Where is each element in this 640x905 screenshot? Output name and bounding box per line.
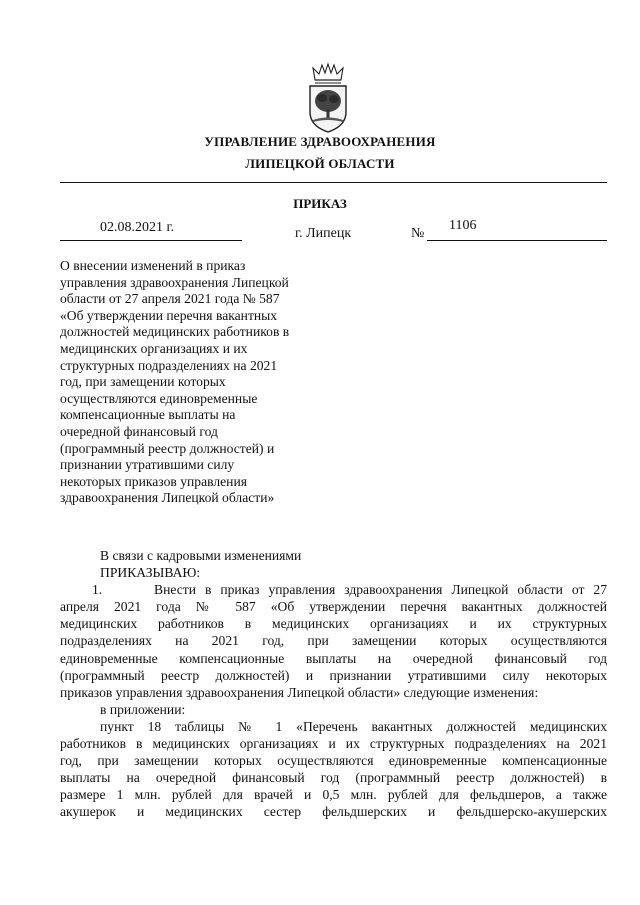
date-underline — [60, 240, 242, 241]
item-first-line — [60, 581, 607, 598]
point-first-line: пункт 18 таблицы № 1 «Перечень вакантных должностей медицинских — [100, 718, 607, 734]
prikazyvayu-line: ПРИКАЗЫВАЮ: — [100, 565, 201, 581]
point-line: выплаты на очередной финансовый год (программный реестр должностей) в — [60, 770, 607, 786]
item-last-line: приказов управления здравоохранения Липецкой области» следующие изменения: — [60, 684, 539, 700]
annex-line: в приложении: — [100, 701, 186, 717]
coat-of-arms-emblem — [303, 62, 353, 134]
item-line: медицинских работников в медицинских организациях и их структурных — [60, 616, 607, 632]
subject-line: здравоохранения Липецкой области» — [60, 490, 275, 506]
item-line: единовременные компенсационные выплаты на очередной финансовый год — [60, 650, 607, 666]
subject-line: области от 27 апреля 2021 года № 587 — [60, 291, 280, 307]
subject-line: медицинских организациях и их — [60, 340, 248, 356]
subject-line: некоторых приказов управления — [60, 473, 247, 489]
org-name-line2: ЛИПЕЦКОЙ ОБЛАСТИ — [245, 156, 395, 171]
subject-line: очередной финансовый год — [60, 423, 218, 439]
subject-line: год, при замещении которых — [60, 374, 226, 390]
point-line: размере 1 млн. рублей для врачей и 0,5 млн. рублей для фельдшеров, а также — [60, 787, 607, 803]
subject-line: (программный реестр должностей) и — [60, 440, 275, 456]
subject-line: О внесении изменений в приказ — [60, 258, 246, 273]
subject-line: «Об утверждении перечня вакантных — [60, 307, 278, 323]
subject-line: осуществляются единовременные — [60, 390, 258, 406]
item-number: 1. — [92, 582, 103, 598]
subject-line: компенсационные выплаты на — [60, 407, 236, 423]
subject-line: управления здравоохранения Липецкой — [60, 274, 289, 290]
item-line: (программный реестр должностей) и признании утратившими силу некоторых — [60, 667, 607, 683]
order-body — [60, 547, 607, 821]
item-line: подразделениях на 2021 год, при замещении которых осуществляются — [60, 633, 607, 649]
subject-line: признании утратившими силу — [60, 457, 235, 473]
number-sign: № — [411, 226, 425, 241]
item-line: апреля 2021 года № 587 «Об утверждении перечня вакантных должностей — [60, 599, 607, 615]
point-line: акушерок и медицинских сестер фельдшерских и фельдшерско-акушерских — [60, 804, 607, 820]
city-name: г. Липецк — [295, 226, 352, 241]
point-line: работников в медицинских организациях и их структурных подразделениях на 2021 — [60, 736, 607, 752]
order-date: 02.08.2021 г. — [100, 220, 175, 235]
point-line: год, при замещении которых осуществляются единовременные компенсационные — [60, 753, 607, 769]
intro-line: В связи с кадровыми изменениями — [100, 548, 302, 563]
item-first-text: Внести в приказ управления здравоохранения Липецкой области от 27 — [154, 582, 607, 598]
header-divider — [60, 182, 607, 183]
number-underline — [427, 240, 607, 241]
subject-line: должностей медицинских работников в — [60, 324, 290, 340]
order-number: 1106 — [449, 218, 477, 233]
subject-line: структурных подразделениях на 2021 — [60, 357, 278, 373]
order-subject — [60, 258, 320, 507]
org-name-line1: УПРАВЛЕНИЕ ЗДРАВООХРАНЕНИЯ — [204, 134, 436, 149]
document-type-title: ПРИКАЗ — [293, 196, 347, 211]
